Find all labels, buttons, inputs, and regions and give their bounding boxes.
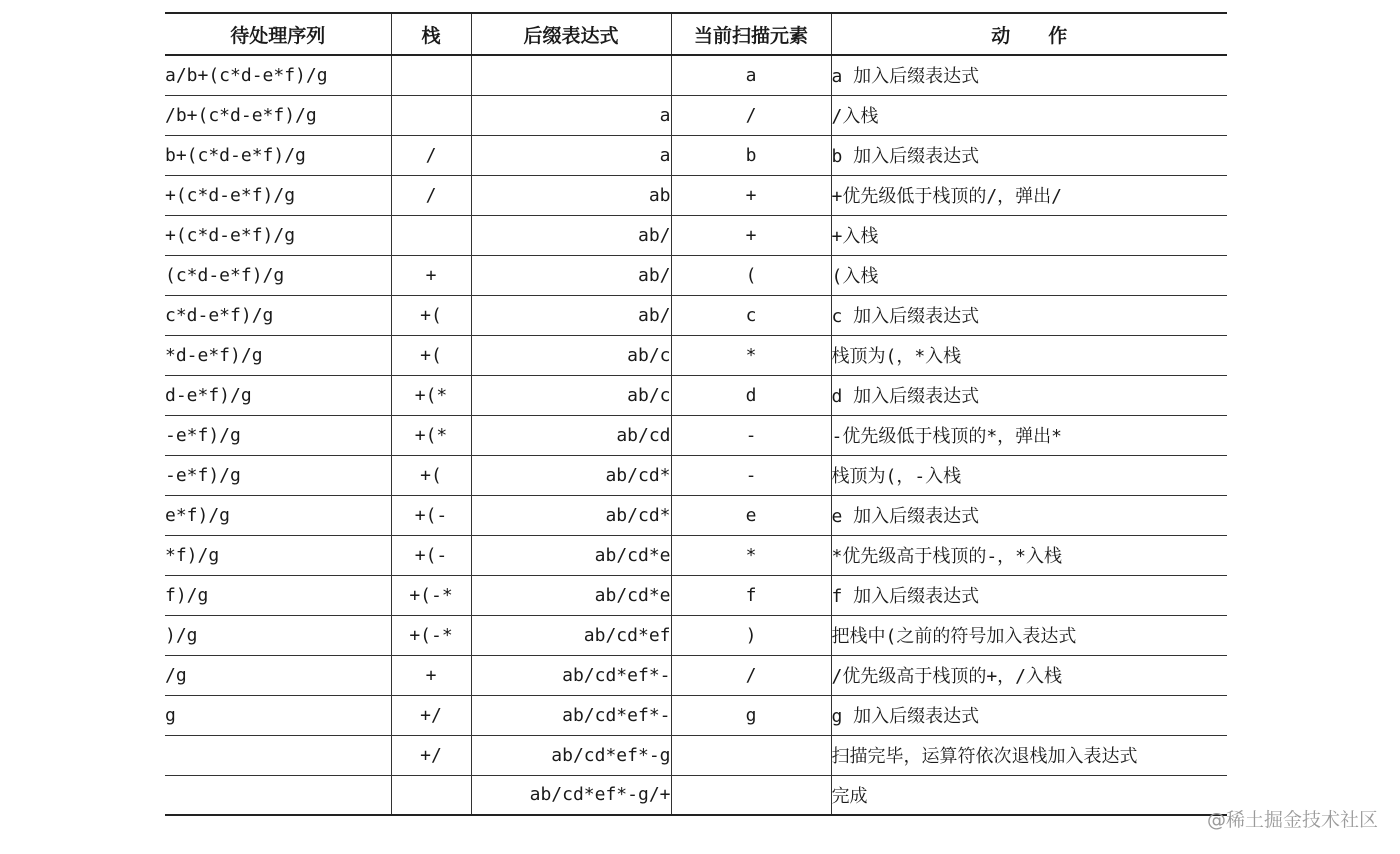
action-cell: 完成 (831, 775, 1227, 815)
table-row (165, 455, 1227, 495)
current-element-cell: - (671, 415, 831, 455)
action-cell: f 加入后缀表达式 (831, 575, 1227, 615)
postfix-expression-cell: ab (471, 175, 671, 215)
postfix-expression-cell: ab/c (471, 335, 671, 375)
pending-sequence-cell (165, 735, 391, 775)
table-row (165, 735, 1227, 775)
stack-cell (391, 95, 471, 135)
current-element-cell: g (671, 695, 831, 735)
postfix-expression-cell: ab/cd*e (471, 535, 671, 575)
pending-sequence-cell: *d-e*f)/g (165, 335, 391, 375)
table-row (165, 575, 1227, 615)
stack-cell (391, 215, 471, 255)
table-row (165, 495, 1227, 535)
postfix-expression-cell: ab/cd*ef*- (471, 655, 671, 695)
action-cell: b 加入后缀表达式 (831, 135, 1227, 175)
stack-cell: / (391, 135, 471, 175)
stack-cell: + (391, 655, 471, 695)
stack-cell: +(* (391, 375, 471, 415)
pending-sequence-cell: e*f)/g (165, 495, 391, 535)
table-header-row (165, 13, 1227, 55)
postfix-expression-cell: ab/cd*ef*- (471, 695, 671, 735)
postfix-expression-cell: ab/cd* (471, 455, 671, 495)
header-pending-sequence: 待处理序列 (165, 13, 391, 55)
current-element-cell: + (671, 215, 831, 255)
action-cell: -优先级低于栈顶的*，弹出* (831, 415, 1227, 455)
table-row (165, 215, 1227, 255)
pending-sequence-cell (165, 775, 391, 815)
pending-sequence-cell: -e*f)/g (165, 415, 391, 455)
pending-sequence-cell: +(c*d-e*f)/g (165, 215, 391, 255)
current-element-cell: / (671, 95, 831, 135)
infix-to-postfix-table (165, 12, 1227, 816)
action-cell: +优先级低于栈顶的/，弹出/ (831, 175, 1227, 215)
pending-sequence-cell: +(c*d-e*f)/g (165, 175, 391, 215)
table-row (165, 255, 1227, 295)
postfix-expression-cell: ab/cd*ef (471, 615, 671, 655)
table-row (165, 695, 1227, 735)
table-row (165, 535, 1227, 575)
stack-cell: +( (391, 335, 471, 375)
current-element-cell: c (671, 295, 831, 335)
pending-sequence-cell: b+(c*d-e*f)/g (165, 135, 391, 175)
action-cell: c 加入后缀表达式 (831, 295, 1227, 335)
current-element-cell: + (671, 175, 831, 215)
table-row (165, 95, 1227, 135)
pending-sequence-cell: c*d-e*f)/g (165, 295, 391, 335)
stack-cell (391, 55, 471, 95)
stack-cell: / (391, 175, 471, 215)
action-cell: 栈顶为(，*入栈 (831, 335, 1227, 375)
current-element-cell: d (671, 375, 831, 415)
stack-cell (391, 775, 471, 815)
current-element-cell: / (671, 655, 831, 695)
stack-cell: + (391, 255, 471, 295)
table-row (165, 615, 1227, 655)
action-cell: a 加入后缀表达式 (831, 55, 1227, 95)
watermark: @稀土掘金技术社区 (1206, 809, 1378, 831)
postfix-expression-cell (471, 55, 671, 95)
postfix-expression-cell: ab/cd*e (471, 575, 671, 615)
stack-cell: +(* (391, 415, 471, 455)
action-cell: 把栈中(之前的符号加入表达式 (831, 615, 1227, 655)
postfix-expression-cell: ab/ (471, 295, 671, 335)
pending-sequence-cell: /b+(c*d-e*f)/g (165, 95, 391, 135)
header-action: 动 作 (831, 13, 1227, 55)
postfix-expression-cell: a (471, 95, 671, 135)
postfix-expression-cell: ab/ (471, 215, 671, 255)
action-cell: g 加入后缀表达式 (831, 695, 1227, 735)
table-row (165, 135, 1227, 175)
postfix-expression-cell: ab/c (471, 375, 671, 415)
stack-cell: +( (391, 295, 471, 335)
stack-cell: +(-* (391, 575, 471, 615)
current-element-cell (671, 735, 831, 775)
table-row (165, 415, 1227, 455)
pending-sequence-cell: g (165, 695, 391, 735)
stack-cell: +(- (391, 495, 471, 535)
current-element-cell: a (671, 55, 831, 95)
action-cell: 扫描完毕，运算符依次退栈加入表达式 (831, 735, 1227, 775)
action-cell: /入栈 (831, 95, 1227, 135)
stack-cell: +(- (391, 535, 471, 575)
action-cell: (入栈 (831, 255, 1227, 295)
postfix-expression-cell: ab/cd*ef*-g/+ (471, 775, 671, 815)
pending-sequence-cell: f)/g (165, 575, 391, 615)
current-element-cell: * (671, 335, 831, 375)
header-stack: 栈 (391, 13, 471, 55)
current-element-cell: ) (671, 615, 831, 655)
postfix-expression-cell: ab/cd* (471, 495, 671, 535)
pending-sequence-cell: /g (165, 655, 391, 695)
current-element-cell: * (671, 535, 831, 575)
table-row (165, 775, 1227, 815)
current-element-cell: f (671, 575, 831, 615)
postfix-expression-cell: ab/cd (471, 415, 671, 455)
pending-sequence-cell: )/g (165, 615, 391, 655)
table-row (165, 55, 1227, 95)
postfix-expression-cell: ab/cd*ef*-g (471, 735, 671, 775)
current-element-cell: b (671, 135, 831, 175)
stack-cell: +/ (391, 695, 471, 735)
postfix-expression-cell: a (471, 135, 671, 175)
header-current-element: 当前扫描元素 (671, 13, 831, 55)
pending-sequence-cell: a/b+(c*d-e*f)/g (165, 55, 391, 95)
stack-cell: +( (391, 455, 471, 495)
pending-sequence-cell: (c*d-e*f)/g (165, 255, 391, 295)
table-row (165, 335, 1227, 375)
table-row (165, 295, 1227, 335)
current-element-cell: e (671, 495, 831, 535)
table-body (165, 55, 1227, 815)
table-row (165, 655, 1227, 695)
table-row (165, 175, 1227, 215)
current-element-cell: ( (671, 255, 831, 295)
current-element-cell: - (671, 455, 831, 495)
pending-sequence-cell: d-e*f)/g (165, 375, 391, 415)
stack-cell: +(-* (391, 615, 471, 655)
stack-cell: +/ (391, 735, 471, 775)
table-row (165, 375, 1227, 415)
action-cell: d 加入后缀表达式 (831, 375, 1227, 415)
current-element-cell (671, 775, 831, 815)
action-cell: *优先级高于栈顶的-，*入栈 (831, 535, 1227, 575)
header-postfix-expression: 后缀表达式 (471, 13, 671, 55)
action-cell: 栈顶为(，-入栈 (831, 455, 1227, 495)
pending-sequence-cell: -e*f)/g (165, 455, 391, 495)
action-cell: +入栈 (831, 215, 1227, 255)
postfix-expression-cell: ab/ (471, 255, 671, 295)
action-cell: /优先级高于栈顶的+，/入栈 (831, 655, 1227, 695)
pending-sequence-cell: *f)/g (165, 535, 391, 575)
action-cell: e 加入后缀表达式 (831, 495, 1227, 535)
